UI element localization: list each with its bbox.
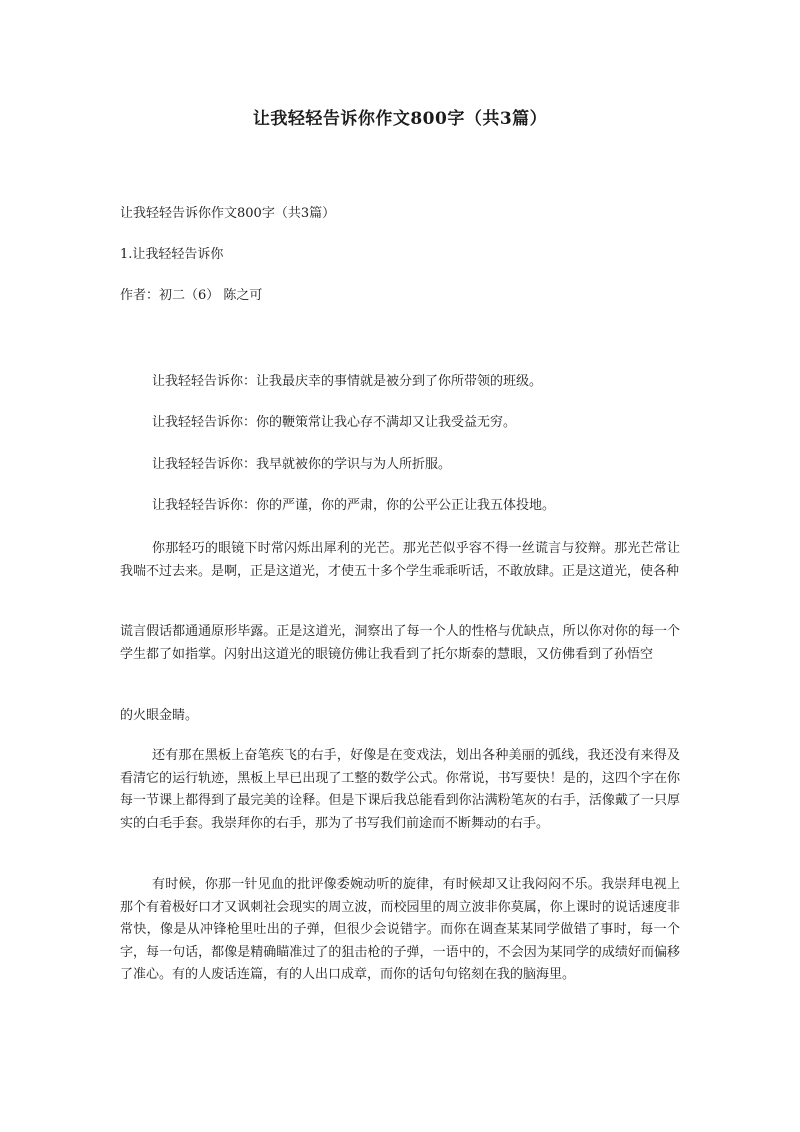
paragraph-4: 让我轻轻告诉你：你的严谨，你的严肃，你的公平公正让我五体投地。: [152, 498, 556, 513]
author-line: 作者：初二（6） 陈之可: [120, 288, 263, 303]
document-title: 让我轻轻告诉你作文800字（共3篇）: [252, 109, 548, 129]
paragraph-2: 让我轻轻告诉你：你的鞭策常让我心存不满却又让我受益无穷。: [152, 415, 517, 430]
paragraph-5: 你那轻巧的眼镜下时常闪烁出犀利的光芒。那光芒似乎容不得一丝谎言与狡辩。那光芒常让我喘不过去来。是啊，正是这道光，才使五十多个学生乖乖听话，不敢放肆。正是这道光，使各种: [120, 541, 680, 579]
section-heading: 1.让我轻轻告诉你: [120, 247, 224, 262]
paragraph-8: 还有那在黑板上奋笔疾飞的右手，好像是在变戏法，划出各种美丽的弧线，我还没有来得及看清它的运行轨迹，黑板上早已出现了工整的数学公式。你常说，书写要快！是的，这四个字在你每一节课上都得到了最完美的诠释。但是下课后我总能看到你沾满粉笔灰的右手，活像戴了一只厚实的白毛手套。我崇拜你的右手，那为了书写我们前途而不断舞动的右手。: [120, 748, 680, 831]
document-subtitle: 让我轻轻告诉你作文800字（共3篇）: [120, 206, 336, 221]
paragraph-6: 谎言假话都通通原形毕露。正是这道光，洞察出了每一个人的性格与优缺点，所以你对你的每一个学生都了如指掌。闪射出这道光的眼镜仿佛让我看到了托尔斯泰的慧眼，又仿佛看到了孙悟空: [120, 624, 680, 662]
paragraph-1: 让我轻轻告诉你：让我最庆幸的事情就是被分到了你所带领的班级。: [152, 374, 543, 389]
paragraph-9: 有时候，你那一针见血的批评像委婉动听的旋律，有时候却又让我闷闷不乐。我崇拜电视上那个有着极好口才又讽刺社会现实的周立波，而校园里的周立波非你莫属，你上课时的说话速度非常快，像是从冲锋枪里吐出的子弹，但很少会说错字。而你在调查某某同学做错了事时，每一个字，每一句话，都像是精确瞄准过了的狙击枪的子弹，一语中的，不会因为某同学的成绩好而偏移了准心。有的人废话连篇，有的人出口成章，而你的话句句铭刻在我的脑海里。: [120, 877, 680, 982]
paragraph-3: 让我轻轻告诉你：我早就被你的学识与为人所折服。: [152, 457, 452, 472]
paragraph-7: 的火眼金睛。: [120, 708, 199, 723]
